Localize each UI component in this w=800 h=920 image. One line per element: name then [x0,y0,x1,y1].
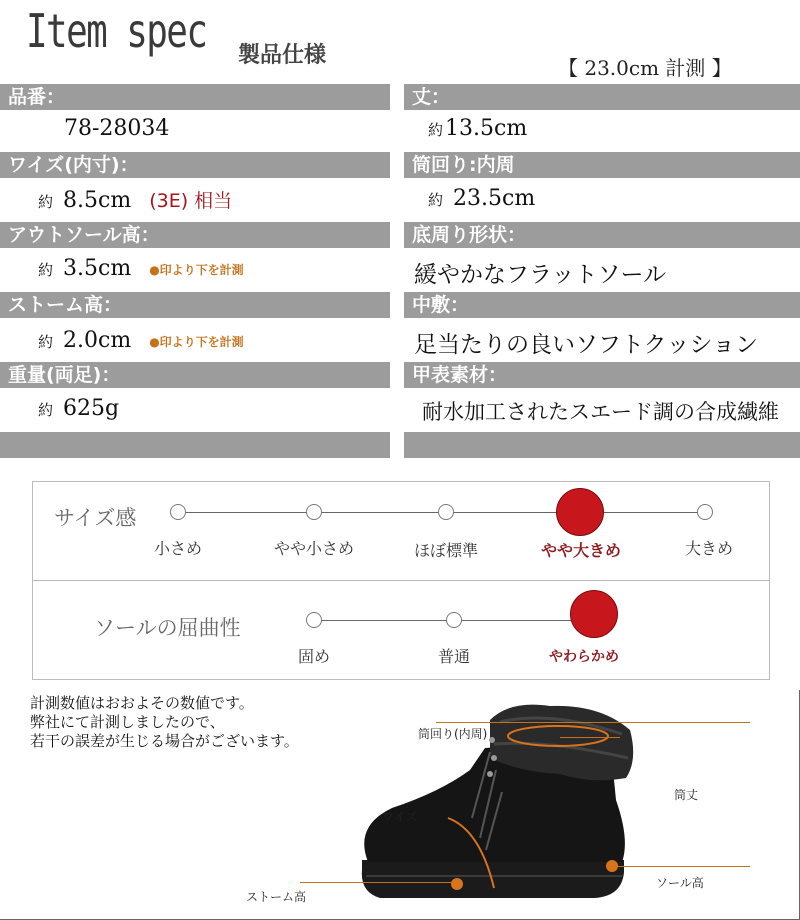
spec-empty-bar-right [404,432,800,458]
size-option-label: ほぼ標準 [413,541,478,560]
spec-label-shaft-height: 丈： [404,84,800,110]
sole-height-guide [612,866,750,867]
spec-value-width: 約 8.5cm (3E) 相当 [38,188,233,213]
size-option-label: 大きめ [684,539,733,558]
flex-option-dot [306,612,322,628]
spec-label-storm-height: ストーム高： [0,292,390,318]
girth-guide [560,737,620,738]
spec-value-shaft-height: 約13.5cm [428,116,528,141]
size-option-dot [306,504,322,520]
flex-option-dot [446,612,462,628]
sole-flex-label: ソールの屈曲性 [94,616,241,640]
size-option-label-selected: やや大きめ [540,541,621,560]
width-equivalent: (3E) 相当 [149,190,233,212]
spec-label-width: ワイズ(内寸)： [0,152,390,178]
spec-value-insole: 足当たりの良いソフトクッション [414,332,759,358]
title-english: Item spec [26,4,207,58]
callout-girth: 筒回り(内周) [418,727,488,741]
flex-option-dot-selected [570,590,618,638]
storm-height-guide [300,882,458,883]
size-option-dot-selected [556,488,604,536]
size-option-label: 小さめ [153,539,202,558]
spec-label-sole-shape: 底周り形状： [404,222,800,248]
title-japanese: 製品仕様 [238,43,327,68]
spec-label-weight: 重量(両足)： [0,362,390,388]
spec-value-weight: 約 625g [38,396,120,421]
height-top-guide [436,722,750,723]
spec-label-outsole-height: アウトソール高： [0,222,390,248]
spec-label-shaft-girth: 筒回り:内周 [404,152,800,178]
callout-width: ワイズ [382,810,418,824]
measure-below-dot-note: ●印より下を計測 [149,262,244,277]
spec-value-outsole-height: 約 3.5cm ●印より下を計測 [38,256,244,281]
flex-option-label: 普通 [437,647,470,666]
callout-sole-height: ソール高 [656,876,704,890]
sole-height-marker [606,860,618,872]
spec-value-storm-height: 約 2.0cm ●印より下を計測 [38,328,244,353]
size-option-dot [170,504,186,520]
spec-label-insole: 中敷： [404,292,800,318]
spec-value-shaft-girth: 約 23.5cm [428,186,536,211]
measurement-disclaimer: 計測数値はおおよその数値です。 弊社にて計測しましたので、 若干の誤差が生じる場合がございます。 [30,694,299,750]
spec-label-upper-material: 甲表素材： [404,362,800,388]
callout-height: 筒丈 [674,788,699,802]
spec-empty-bar-left [0,432,390,458]
measure-below-dot-note: ●印より下を計測 [149,334,244,349]
spec-value-product-number: 78-28034 [64,116,170,141]
size-feel-label: サイズ感 [54,506,137,530]
flex-option-label-selected: やわらかめ [549,649,619,665]
storm-height-marker [451,878,463,890]
flex-option-label: 固め [297,647,330,666]
spec-label-product-number: 品番： [0,84,390,110]
size-option-dot [697,504,713,520]
measure-size-note: 【 23.0cm 計測 】 [558,56,732,80]
spec-value-sole-shape: 緩やかなフラットソール [414,262,667,288]
callout-storm-height: ストーム高 [246,890,307,904]
spec-value-upper-material: 耐水加工されたスエード調の合成繊維 [422,400,779,424]
size-feel-panel [32,481,770,581]
size-option-dot [438,504,454,520]
size-option-label: やや小さめ [273,539,354,558]
